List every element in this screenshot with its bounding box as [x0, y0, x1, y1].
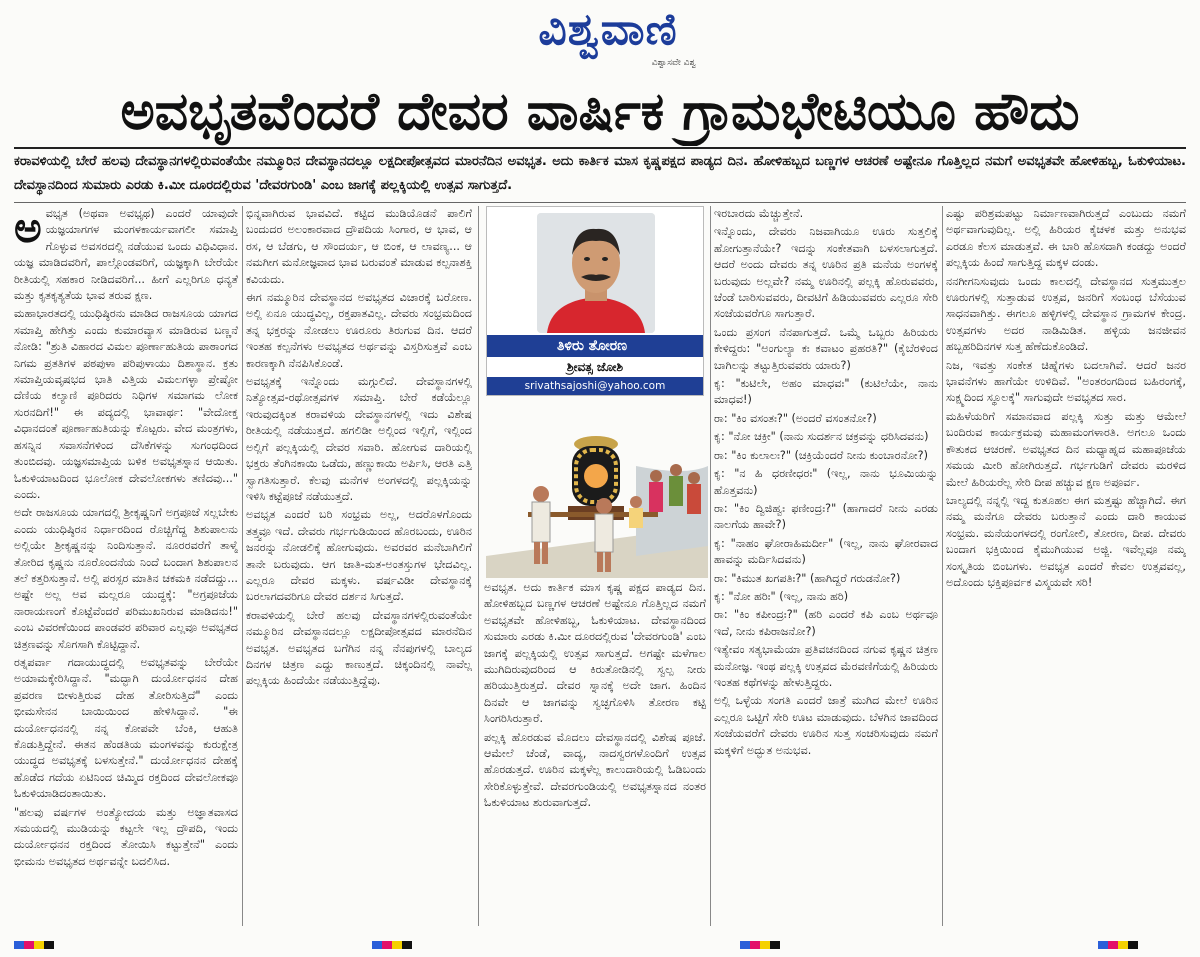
print-registration-marks: [372, 941, 412, 949]
paragraph: ರಾ: "ಕಿಂ ದ್ವಿಜಿಹ್ವಃ ಫಣೀಂದ್ರಃ?" (ಹಾಗಾದರೆ ನೀನು ಎರಡು ನಾಲಗೆಯ ಹಾವೇ?): [714, 501, 938, 532]
reg-mark: [382, 941, 392, 949]
reg-mark: [24, 941, 34, 949]
column-divider: [942, 206, 943, 926]
reg-mark: [1118, 941, 1128, 949]
article-column-2: [246, 206, 472, 926]
reg-mark: [750, 941, 760, 949]
paragraph: ಕೃ: "ನೋ ಹರಿಃ" (ಇಲ್ಲ, ನಾನು ಹರಿ): [714, 589, 849, 603]
paragraph: "ಹಲವು ವರ್ಷಗಳ ಅಂತ್ಯೋದಯ ಮತ್ತು ಅಜ್ಞಾತವಾಸದ ಸಮಯದಲ್ಲಿ ಮುಡಿಯನ್ನು ಕಟ್ಟಲೇ ಇಲ್ಲ ದ್ರೌಪದಿ, ಇಂದು ದುರ್ಯೋಧನನ ರಕ್ತದಿಂದ ತೋಯಿಸಿ ಕಟ್ಟುತ್ತೇನೆ" ಎಂದು ಭೀಮನು ಅವಭೃತದ ಅರ್ಥವನ್ನೇ ಬದಲಿಸಿದ.: [14, 805, 238, 868]
paragraph: ವಭೃತ (ಅಥವಾ ಅವಭೃಥ) ಎಂದರೆ ಯಾವುದೇ ಯಜ್ಞಯಾಗಗಳ ಮಂಗಳಕಾರ್ಯವಾಗಲೀ ಸಮಾಪ್ತಿ ಗೊಳ್ಳುವ ಅವಸರದಲ್ಲಿ ನಡೆಯುವ ಒಂದು ವಿಧಿವಿಧಾನ. ಯಜ್ಞ ಮಾಡಿದವರಿಗೆ, ಪಾಲ್ಗೊಂಡವರಿಗೆ, ಯಜ್ಞಕ್ಕಾಗಿ ಬೇರೆಯೇ ರೀತಿಯಲ್ಲಿ ಸಹಕಾರ ನೀಡಿದವರಿಗೆ... ಹೀಗೆ ಎಲ್ಲರಿಗೂ ಧನ್ಯತೆ ಮತ್ತು ಕೃತಕೃತ್ಯತೆಯ ಭಾವ ತರುವ ಕ್ಷಣ.: [14, 207, 238, 303]
reg-mark: [402, 941, 412, 949]
article-column-3: [484, 580, 706, 926]
palanquin-illustration: [486, 406, 708, 578]
paragraph: ಕೃ: "ಕುಟಿಲೇ, ಅಹಂ ಮಾಧವಃ" (ಕುಟಿಲೆಯೇ, ನಾನು ಮಾಧವ!): [714, 377, 938, 407]
reg-mark: [44, 941, 54, 949]
reg-mark: [392, 941, 402, 949]
paragraph: ಇನ್ನೊಂದು, ದೇವರು ನಿಜವಾಗಿಯೂ ಊರು ಸುತ್ತಲಿಕ್ಕೆ ಹೋಗುತ್ತಾನೆಯೇ? ಇದನ್ನು ಸಂಕೇತವಾಗಿ ಬಳಸಲಾಗುತ್ತದೆ. ಆದರೆ ಅಂದು ದೇವರು ತನ್ನ ಊರಿನ ಪ್ರತಿ ಮನೆಯ ಅಂಗಳಕ್ಕೆ ಬರುವುದು ಅಲ್ಲವೇ? ನಮ್ಮ ಊರಿನಲ್ಲಿ ಪಲ್ಲಕ್ಕಿ ಹೊರುವವರು, ಚೆಂಡೆ ಬಾರಿಸುವವರು, ದೀವಟಿಗೆ ಹಿಡಿಯುವವರು ಎಲ್ಲರೂ ಸೇರಿ ಸಂಜೆಯವರೆಗೂ ಸಾಗುತ್ತಾರೆ.: [714, 225, 938, 321]
paragraph: ಇತ್ಯೇವಂ ಸತ್ಯಭಾಮೆಯಾ ಪ್ರತಿವಚನದಿಂದ ನಗುವ ಕೃಷ್ಣನ ಚಿತ್ರಣ ಮನೋಜ್ಞ. ಇಂಥ ಪಲ್ಲಕ್ಕಿ ಉತ್ಸವದ ಮೆರವಣಿಗೆಯಲ್ಲಿ ಹಿರಿಯರು ಇಂತಹ ಕಥೆಗಳನ್ನು ಹೇಳುತ್ತಿದ್ದರು.: [714, 643, 938, 689]
column-divider: [710, 206, 711, 926]
article-column-5: [946, 206, 1186, 926]
standfirst: ಕರಾವಳಿಯಲ್ಲಿ ಬೇರೆ ಹಲವು ದೇವಸ್ಥಾನಗಳಲ್ಲಿರುವಂತೆಯೇ ನಮ್ಮೂರಿನ ದೇವಸ್ಥಾನದಲ್ಲೂ ಲಕ್ಷದೀಪೋತ್ಸವದ ಮಾರನೆದಿನ ಅವಭೃತ. ಅದು ಕಾರ್ತಿಕ ಮಾಸ ಕೃಷ್ಣಪಕ್ಷದ ಪಾಡ್ಯದ ದಿನ. ಹೋಳಿಹಬ್ಬದ ಬಣ್ಣಗಳ ಆಚರಣೆ ಅಷ್ಟೇನೂ ಗೊತ್ತಿಲ್ಲದ ನಮಗೆ ಅವಭೃತವೇ ಹೋಳಿಹಬ್ಬ, ಓಕುಳಿಯಾಟ. ದೇವಸ್ಥಾನದಿಂದ ಸುಮಾರು ಎರಡು ಕಿ.ಮೀ ದೂರದಲ್ಲಿರುವ 'ದೇವರಗುಂಡಿ' ಎಂಬ ಜಾಗಕ್ಕೆ ಪಲ್ಲಕ್ಕಿಯಲ್ಲಿ ಉತ್ಸವ ಸಾಗುತ್ತದೆ.: [14, 154, 1186, 193]
reg-mark: [14, 941, 24, 949]
article-column-1: [14, 206, 238, 926]
author-email: srivathsajoshi@yahoo.com: [487, 377, 703, 395]
paragraph: ಪಲ್ಲಕ್ಕಿ ಹೊರಡುವ ಮೊದಲು ದೇವಸ್ಥಾನದಲ್ಲಿ ವಿಶೇಷ ಪೂಜೆ. ಆಮೇಲೆ ಚೆಂಡೆ, ವಾದ್ಯ, ನಾದಸ್ವರಗಳೊಂದಿಗೆ ಉತ್ಸವ ಹೊರಡುತ್ತದೆ. ಊರಿನ ಮಕ್ಕಳೆಲ್ಲ ಕಾಲುದಾರಿಯಲ್ಲಿ ಓಡಿಬಂದು ಸೇರಿಕೊಳ್ಳುತ್ತೇವೆ. ದೇವರಗುಂಡಿಯಲ್ಲಿ ಅವಭೃತಸ್ನಾನದ ನಂತರ ಓಕುಳಿಯಾಟ ಶುರುವಾಗುತ್ತದೆ.: [484, 730, 706, 810]
headline-rule: [14, 147, 1186, 149]
palanquin-procession-icon: [486, 406, 708, 578]
paragraph: ಈಗ ನಮ್ಮೂರಿನ ದೇವಸ್ಥಾನದ ಅವಭೃತದ ವಿಚಾರಕ್ಕೆ ಬರೋಣ. ಅಲ್ಲಿ ಏನೂ ಯುದ್ಧವಿಲ್ಲ, ರಕ್ತಪಾತವಿಲ್ಲ. ದೇವರು ಸಂಭ್ರಮದಿಂದ ತನ್ನ ಭಕ್ತರನ್ನು ನೋಡಲು ಊರೂರು ತಿರುಗುವ ದಿನ. ಆದರೆ ಇಂತಹ ಕಲ್ಪನೆಗಳು ಅವಭೃತದ ಅರ್ಥವನ್ನು ವಿಸ್ತರಿಸುತ್ತವೆ ಎಂಬ ಕಾರಣಕ್ಕಾಗಿ ನೆನಪಿಸಿಕೊಂಡೆ.: [246, 291, 472, 370]
paragraph: ನಿಜ, ಇವತ್ತು ಸಂಕೇತ ಚಿಹ್ನೆಗಳು ಬದಲಾಗಿವೆ. ಆದರೆ ಜನರ ಭಾವನೆಗಳು ಹಾಗೆಯೇ ಉಳಿದಿವೆ. "ಅಂತರಂಗದಿಂದ ಬಹಿರಂಗಕ್ಕೆ, ಸುಕ್ಷ್ಮದಿಂದ ಸ್ಥೂಲಕ್ಕೆ" ಸಾಗುವುದೇ ಅವಭೃತದ ಸಾರ.: [946, 358, 1186, 405]
column-divider: [242, 206, 243, 926]
reg-mark: [1098, 941, 1108, 949]
paragraph: ಅವಭೃತ. ಅದು ಕಾರ್ತಿಕ ಮಾಸ ಕೃಷ್ಣ ಪಕ್ಷದ ಪಾಡ್ಯದ ದಿನ. ಹೋಳಿಹಬ್ಬದ ಬಣ್ಣಗಳ ಆಚರಣೆ ಅಷ್ಟೇನೂ ಗೊತ್ತಿಲ್ಲದ ನಮಗೆ ಅವಭೃತವೇ ಹೋಳಿಹಬ್ಬ, ಓಕುಳಿಯಾಟ. ದೇವಸ್ಥಾನದಿಂದ ಸುಮಾರು ಎರಡು ಕಿ.ಮೀ ದೂರದಲ್ಲಿರುವ 'ದೇವರಗುಂಡಿ' ಎಂಬ ಜಾಗಕ್ಕೆ ಪಲ್ಲಕ್ಕಿಯಲ್ಲಿ ಉತ್ಸವ ಸಾಗುತ್ತದೆ. ಅಗಷ್ಟೇ ಮಳೆಗಾಲ ಮುಗಿದಿರುವುದರಿಂದ ಆ ಕಿರುತೋಡಿನಲ್ಲಿ ಸ್ವಲ್ಪ ನೀರು ಹರಿಯುತ್ತಿರುತ್ತದೆ. ದೇವರ ಸ್ನಾನಕ್ಕೆ ಅದೇ ಜಾಗ. ಹಿಂದಿನ ದಿನವೇ ಆ ಜಾಗವನ್ನು ಸ್ವಚ್ಛಗೊಳಿಸಿ ತೋರಣ ಕಟ್ಟಿ ಸಿಂಗರಿಸಿರುತ್ತಾರೆ.: [484, 581, 706, 726]
print-registration-marks: [1098, 941, 1138, 949]
columnist-box: [486, 206, 704, 396]
reg-mark: [1108, 941, 1118, 949]
standfirst-rule: [14, 202, 1186, 203]
paragraph: ಅಲ್ಲಿ ಒಳ್ಳೆಯ ಸಂಗತಿ ಎಂದರೆ ಜಾತ್ರೆ ಮುಗಿದ ಮೇಲೆ ಊರಿನ ಎಲ್ಲರೂ ಒಟ್ಟಿಗೆ ಸೇರಿ ಊಟ ಮಾಡುವುದು. ಬೆಳಗಿನ ಜಾವದಿಂದ ಸಂಜೆಯವರೆಗೆ ದೇವರು ಊರಿನ ಸುತ್ತ ಸಂಚರಿಸುವುದು ನಮಗೆ ಮಕ್ಕಳಿಗೆ ಅದ್ಭುತ ಅನುಭವ.: [714, 694, 938, 757]
author-photo: [537, 213, 655, 333]
article-column-4: [714, 206, 938, 926]
newspaper-logo: [508, 2, 708, 72]
masthead: [0, 0, 1200, 80]
paragraph: ರಾ: "ಕಿಂ ಕುಲಾಲಃ?" (ಚಕ್ರಿಯೆಂದರೆ ನೀನು ಕುಂಬಾರನೋ?): [714, 448, 928, 462]
reg-mark: [760, 941, 770, 949]
column-name: ತಿಳಿರು ತೋರಣ: [487, 335, 703, 357]
paragraph: ಒಂದು ಪ್ರಸಂಗ ನೆನಪಾಗುತ್ತದೆ. ಒಮ್ಮೆ ಒಬ್ಬರು ಹಿರಿಯರು ಕೇಳಿದ್ದರು: "ಅಂಗುಲ್ಯಾ ಕಃ ಕವಾಟಂ ಪ್ರಹರತಿ?" (ಕೈಬೆರಳಿಂದ ಬಾಗಿಲನ್ನು ತಟ್ಟುತ್ತಿರುವವರು ಯಾರು?): [714, 325, 938, 372]
paragraph: ಅವಭೃತಕ್ಕೆ ಇನ್ನೊಂದು ಮಗ್ಗುಲಿದೆ. ದೇವಸ್ಥಾನಗಳಲ್ಲಿ ನಿತ್ಯೋತ್ಸವ-ರಥೋತ್ಸವಗಳ ಸಮಾಪ್ತಿ. ಬೇರೆ ಕಡೆಯೆಲ್ಲೂ ಇರುವುದಕ್ಕಿಂತ ಕರಾವಳಿಯ ದೇವಸ್ಥಾನಗಳಲ್ಲಿ ಇದು ವಿಶೇಷ ರೀತಿಯಲ್ಲಿ ನಡೆಯುತ್ತದೆ. ಹಗಲಿಡೀ ಅಲ್ಲಿಂದ ಇಲ್ಲಿಗೆ, ಇಲ್ಲಿಂದ ಅಲ್ಲಿಗೆ ಪಲ್ಲಕ್ಕಿಯಲ್ಲಿ ದೇವರ ಸವಾರಿ. ಹೋಗುವ ದಾರಿಯಲ್ಲಿ ಭಕ್ತರು ತೆಂಗಿನಕಾಯಿ ಒಡೆದು, ಹಣ್ಣುಕಾಯಿ ಅರ್ಪಿಸಿ, ಆರತಿ ಎತ್ತಿ ಸ್ವಾಗತಿಸುತ್ತಾರೆ. ಕೆಲವು ಮನೆಗಳ ಅಂಗಳದಲ್ಲಿ ಪಲ್ಲಕ್ಕಿಯನ್ನು ಇಳಿಸಿ ಕಟ್ಟೆಪೂಜೆ ನಡೆಯುತ್ತದೆ.: [246, 375, 472, 503]
author-portrait-icon: [537, 213, 655, 333]
paragraph: ಕೃ: "ನೋ ಚಕ್ರೀ" (ನಾನು ಸುದರ್ಶನ ಚಕ್ರವನ್ನು ಧರಿಸಿದವನು): [714, 430, 929, 444]
print-registration-marks: [740, 941, 780, 949]
reg-mark: [770, 941, 780, 949]
paragraph: ಇರಬಾರದು ಮೆಚ್ಚುತ್ತೇನೆ.: [714, 207, 804, 220]
paragraph: ನನಗೀಗನಿಸುವುದು ಒಂದು ಕಾಲದಲ್ಲಿ ದೇವಸ್ಥಾನದ ಸುತ್ತಮುತ್ತಲ ಊರುಗಳಲ್ಲಿ ಸುತ್ತಾಡುವ ಉತ್ಸವ, ಜನರಿಗೆ ಸಂಬಂಧ ಬೆಸೆಯುವ ಸಾಧನವಾಗಿತ್ತು. ಈಗಲೂ ಹಳ್ಳಿಗಳಲ್ಲಿ ದೇವಸ್ಥಾನ ಗ್ರಾಮಗಳ ಕೇಂದ್ರ. ಉತ್ಸವಗಳು ಅದರ ನಾಡಿಮಿಡಿತ. ಹಳ್ಳಿಯ ಜನಜೀವನ ಹಬ್ಬಹರಿದಿನಗಳ ಸುತ್ತ ಹೆಣೆದುಕೊಂಡಿದೆ.: [946, 274, 1186, 354]
drop-cap: ಅ: [14, 206, 42, 252]
paragraph: ಮಹಾಭಾರತದಲ್ಲಿ ಯುಧಿಷ್ಠಿರನು ಮಾಡಿದ ರಾಜಸೂಯ ಯಾಗದ ಸಮಾಪ್ತಿ ಹೇಗಿತ್ತು ಎಂದು ಕುಮಾರವ್ಯಾಸ ಮಾಡಿರುವ ಬಣ್ಣನೆ ನೋಡಿ: "ಶ್ರುತಿ ವಿಹಾರದ ವಿಮಲ ಪೂರ್ಣಾಹುತಿಯ ಪಾಠಾಂಗದ ನಿಗಮ ಪ್ರತತಿಗಳ ಪಠಪುಳಾ ಪರಿಪುಳಾಯು ದಿಶಾಸ್ಥಾನ. ಕ್ರತು ಸಮಾಪ್ತಿಯವೃಷಭದ ಭಾತಿ ವಿತ್ತಿಯ ವಿಮಲಗಳ್ಳಾ ಪ್ರೇಷ್ಠೋ ದೆಣಿಯ ಕಲ್ಯಾಣಿ ಪೂರಿದರು ನಿಧಿಗಳ ಸಮಾಗಮ ಲೋಕ ಸುರನದಿಗೆ!" ಈ ಪದ್ಯದಲ್ಲಿ ಭಾವಾರ್ಥ: "ವೇದೋಕ್ತ ವಿಧಾನದಂತೆ ಪೂರ್ಣಾಹುತಿಯನ್ನು ಕೊಟ್ಟರು. ವೇದ ಮಂತ್ರಗಳು, ಹಸನ್ನಿನ ಸವಾಸನೆಗಳಿಂದ ದೆಸಿಕೆಗಳನ್ನು ಸುಗಂಧದಿಂದ ತುಂಬಿದವು. ಯಜ್ಞಸಮಾಪ್ತಿಯ ಬಳಿಕ ಅವಭೃತಸ್ನಾನ ಆಯಿತು. ಓಕುಳಿಯಾಟದಿಂದ ಭೂಲೋಕ ದೇವಲೋಕಗಳು ತಣಿದವು..." ಎಂದು.: [14, 307, 238, 501]
paragraph: ಬಾಲ್ಯದಲ್ಲಿ ನನ್ನಲ್ಲಿ ಇದ್ದ ಕುತೂಹಲ ಈಗ ಮತ್ತಷ್ಟು ಹೆಚ್ಚಾಗಿದೆ. ಈಗ ನಮ್ಮ ಮನೆಗೂ ದೇವರು ಬರುತ್ತಾನೆ ಎಂದು ದಾರಿ ಕಾಯುವ ಸಂಭ್ರಮ. ಮನೆಯಂಗಳದಲ್ಲಿ ರಂಗೋಲಿ, ತೋರಣ, ದೀಪ. ದೇವರು ಬಂದಾಗ ಭಕ್ತಿಯಿಂದ ಕೈಮುಗಿಯುವ ಅಜ್ಜಿ. ಇವೆಲ್ಲವೂ ನಮ್ಮ ಸಂಸ್ಕೃತಿಯ ಬಿಂಬಗಳು. ಅವಭೃತ ಎಂದರೆ ಕೇವಲ ಉತ್ಸವವಲ್ಲ, ಅದೊಂದು ಭಕ್ತಿಪೂರ್ವಕ ವಿಸ್ಮಯವೇ ಸರಿ!: [946, 493, 1186, 589]
reg-mark: [740, 941, 750, 949]
headline: ಅವಭೃತವೆಂದರೆ ದೇವರ ವಾರ್ಷಿಕ ಗ್ರಾಮಭೇಟಿಯೂ ಹೌದು: [120, 81, 1080, 142]
paragraph: ಮಹಿಳೆಯರಿಗೆ ಸಮಾನವಾದ ಪಲ್ಲಕ್ಕಿ ಸುತ್ತು ಮತ್ತು ಆಮೇಲೆ ಬಂದಿರುವ ಕಾರ್ಯಕ್ರಮವು ಮಹಾಮಂಗಳಾರತಿ. ಅಗಲೂ ಒಂದು ಕೌತುಕದ ಆಚರಣೆ. ಅವಭೃತದ ದಿನ ಮಧ್ಯಾಹ್ನದ ಮಹಾಪೂಜೆಯ ಸಮಯ ಮೀರಿ ಹೋಗಿರುತ್ತದೆ. ಗರ್ಭಗುಡಿಗೆ ದೇವರು ಮರಳಿದ ಮೇಲೆ ಹಿರಿಯರೆಲ್ಲ ಸೇರಿ ದೀಪ ಹಚ್ಚುವ ಕ್ಷಣ ಅಪೂರ್ವ.: [946, 409, 1186, 489]
print-registration-marks: [14, 941, 54, 949]
paragraph: ಎಷ್ಟು ಪರಿಶ್ರಮಪಟ್ಟು ನಿರ್ಮಾಣವಾಗಿರುತ್ತದೆ ಎಂಬುದು ನಮಗೆ ಅರ್ಥವಾಗುವುದಿಲ್ಲ. ಅಲ್ಲಿ ಹಿರಿಯರ ಕೈಚಳಕ ಮತ್ತು ಅನುಭವ ಎರಡೂ ಕೆಲಸ ಮಾಡುತ್ತವೆ. ಈ ಬಾರಿ ಹೊಸದಾಗಿ ಕಂಡದ್ದು ಅಂದರೆ ಪಲ್ಲಕ್ಕಿಯ ಹಿಂದೆ ಸಾಗುತ್ತಿದ್ದ ಮಕ್ಕಳ ದಂಡು.: [946, 207, 1186, 270]
paragraph: ಅವಭೃತ ಎಂದರೆ ಬರಿ ಸಂಭ್ರಮ ಅಲ್ಲ, ಅದರೊಳಗೊಂದು ತತ್ತ್ವವೂ ಇದೆ. ದೇವರು ಗರ್ಭಗುಡಿಯಿಂದ ಹೊರಬಂದು, ಊರಿನ ಜನರನ್ನು ನೋಡಲಿಕ್ಕೆ ಹೋಗುವುದು. ಅವರವರ ಮನೆಬಾಗಿಲಿಗೆ ತಾನೇ ಬರುವುದು. ಆಗ ಜಾತಿ-ಮತ-ಅಂತಸ್ತುಗಳ ಭೇದವಿಲ್ಲ. ಎಲ್ಲರೂ ದೇವರ ಮಕ್ಕಳು. ವರ್ಷವಿಡೀ ದೇವಸ್ಥಾನಕ್ಕೆ ಬರಲಾಗದವರಿಗೂ ದೇವರ ದರ್ಶನ ಸಿಗುತ್ತದೆ.: [246, 508, 472, 604]
reg-mark: [1128, 941, 1138, 949]
paragraph: ಅದೇ ರಾಜಸೂಯ ಯಾಗದಲ್ಲಿ ಶ್ರೀಕೃಷ್ಣನಿಗೆ ಅಗ್ರಪೂಜೆ ಸಲ್ಲಬೇಕು ಎಂದು ಯುಧಿಷ್ಠಿರನ ನಿರ್ಧಾರದಿಂದ ರೊಚ್ಚಿಗೆದ್ದ ಶಿಶುಪಾಲನು ಅಲ್ಲಿಯೇ ಶ್ರೀಕೃಷ್ಣನನ್ನು ನಿಂದಿಸುತ್ತಾನೆ. ನೂರರವರೆಗೆ ತಾಳ್ಮೆ ತೋರಿದ ಕೃಷ್ಣನು ನೂರೊಂದನೆಯ ನಿಂದೆ ಬಂದಾಗ ಶಿಶುಪಾಲನ ತಲೆ ಕತ್ತರಿಸುತ್ತಾನೆ. ಅಲ್ಲಿ ಪರಸ್ಪರ ಮಾತಿನ ಚಕಮಕಿ ನಡೆದದ್ದು... ಅಷ್ಟೇ ಅಲ್ಲ ಅವ ಮಲ್ಲರೂ ಯುದ್ಧಕ್ಕೆ: "ಅಗ್ರಪೂಜೆಯ ನಾರಾಯಣಂಗೆ ಕೊಟ್ಟೆವೆಂದರೆ ಪರಿಮುಖನಿರುವ ಮಾಡಿದನು!" ಎಂಬ ವಿವರಣೆಯಿಂದ ಪಾಂಡವರ ಪರಿವಾರ ಎಲ್ಲವೂ ಅವಭೃತದ ಚಿತ್ರಣವನ್ನು ಸೊಗಸಾಗಿ ಕೊಟ್ಟಿದ್ದಾನೆ.: [14, 506, 238, 651]
logo-tagline: ವಿಶ್ವಾಸವೇ ವಿಶ್ವ: [651, 58, 696, 68]
paragraph: ಭಿನ್ನವಾಗಿರುವ ಭಾವವಿದೆ. ಕಟ್ಟಿದ ಮುಡಿಯೊಡನೆ ಪಾಲಿಗೆ ಬಂದುದರ ಅಲಂಕಾರವಾದ ದ್ರೌಪದಿಯ ಸಿಂಗಾರ, ಆ ಭಾವ, ಆ ರಸ, ಆ ಬೆಡಗು, ಆ ಸೌಂದರ್ಯ, ಆ ಬಿಂಕ, ಆ ಲಾವಣ್ಯ... ಆ ನಮಗೀಗ ಮನೋಜ್ಞವಾದ ಭಾವ ಬರುವಂತೆ ಮಾಡುವ ಕಲ್ಪನಾಶಕ್ತಿ ಕವಿಯದು.: [246, 207, 472, 286]
paragraph: ಕರಾವಳಿಯಲ್ಲಿ ಬೇರೆ ಹಲವು ದೇವಸ್ಥಾನಗಳಲ್ಲಿರುವಂತೆಯೇ ನಮ್ಮೂರಿನ ದೇವಸ್ಥಾನದಲ್ಲೂ ಲಕ್ಷದೀಪೋತ್ಸವದ ಮಾರನೆದಿನ ಅವಭೃತ. ಅವಭೃತದ ಬಗೆಗಿನ ನನ್ನ ನೆನಪುಗಳಲ್ಲಿ ಬಾಲ್ಯದ ದಿನಗಳ ಚಿತ್ರಣ ಎದ್ದು ಕಾಣುತ್ತದೆ. ಚಿಕ್ಕಂದಿನಲ್ಲಿ ನಾವೆಲ್ಲ ಪಲ್ಲಕ್ಕಿಯ ಹಿಂದೆಯೇ ನಡೆಯುತ್ತಿದ್ದೆವು.: [246, 608, 472, 688]
column-divider: [478, 206, 479, 926]
paragraph: ಕೃ: "ನ ಹಿ ಧರಣೀಧರಃ" (ಇಲ್ಲ, ನಾನು ಭೂಮಿಯನ್ನು ಹೊತ್ತವನು): [714, 467, 938, 497]
reg-mark: [372, 941, 382, 949]
author-name: ಶ್ರೀವತ್ಸ ಜೋಶಿ: [487, 358, 703, 376]
logo-text: ವಿಶ್ವವಾಣಿ: [538, 4, 678, 55]
reg-mark: [34, 941, 44, 949]
paragraph: ರತ್ನಪರ್ವಾ ಗದಾಯುದ್ಧದಲ್ಲಿ ಅವಭೃತವನ್ನು ಬೇರೆಯೇ ಅಯಾಮಕ್ಕೇರಿಸಿದ್ದಾನೆ. "ಮದ್ಭಾಗಿ ದುರ್ಯೋಧನನ ದೇಹ ಪ್ರವರಣ ಬೀಳುತ್ತಿರುವ ದೇಹ ತೋರಿಸುತ್ತಿದೆ" ಎಂದು ಭೀಮಸೇನನ ಬಾಯಿಯಿಂದ ಹೇಳಿಸಿದ್ದಾನೆ. "ಈ ದುರ್ಯೋಧನನಲ್ಲಿ ನನ್ನ ಕೋಪವೇ ಬೆಂಕಿ, ಆಹುತಿ ಕೊಡುತ್ತಿದ್ದೇನೆ. ಈತನ ಹೆಂಡತಿಯ ಮಂಗಳವನ್ನು ಕುರುಕ್ಷೇತ್ರ ಯುದ್ಧದ ಅವಭೃತಕ್ಕೆ ಬಳಸುತ್ತೇನೆ." ದುರ್ಯೋಧನನ ದೇಹಕ್ಕೆ ಹೊಡೆದ ಗದೆಯ ಏಟಿನಿಂದ ಚಿಮ್ಮಿದ ರಕ್ತದಿಂದ ದೇವಲೋಕವೂ ಓಕುಳಿಯಾಡಿದಂತಾಯಿತು.: [14, 655, 238, 801]
paragraph: ರಾ: "ಕಿಂ ಕಪೀಂದ್ರಃ?" (ಹರಿ ಎಂದರೆ ಕಪಿ ಎಂಬ ಅರ್ಥವೂ ಇದೆ, ನೀನು ಕಪಿರಾಜನೋ?): [714, 608, 938, 638]
paragraph: ರಾ: "ಕಿಮುತ ಖಗಪತಿಃ?" (ಹಾಗಿದ್ದರೆ ಗರುಡನೋ?): [714, 571, 901, 585]
paragraph: ರಾ: "ಕಿಂ ವಸಂತಃ?" (ಅಂದರೆ ವಸಂತನೋ?): [714, 411, 877, 425]
paragraph: ಕೃ: "ನಾಹಂ ಘೋರಾಹಿಮರ್ದೀ" (ಇಲ್ಲ, ನಾನು ಘೋರವಾದ ಹಾವನ್ನು ಮರ್ದಿಸಿದವನು): [714, 536, 938, 567]
